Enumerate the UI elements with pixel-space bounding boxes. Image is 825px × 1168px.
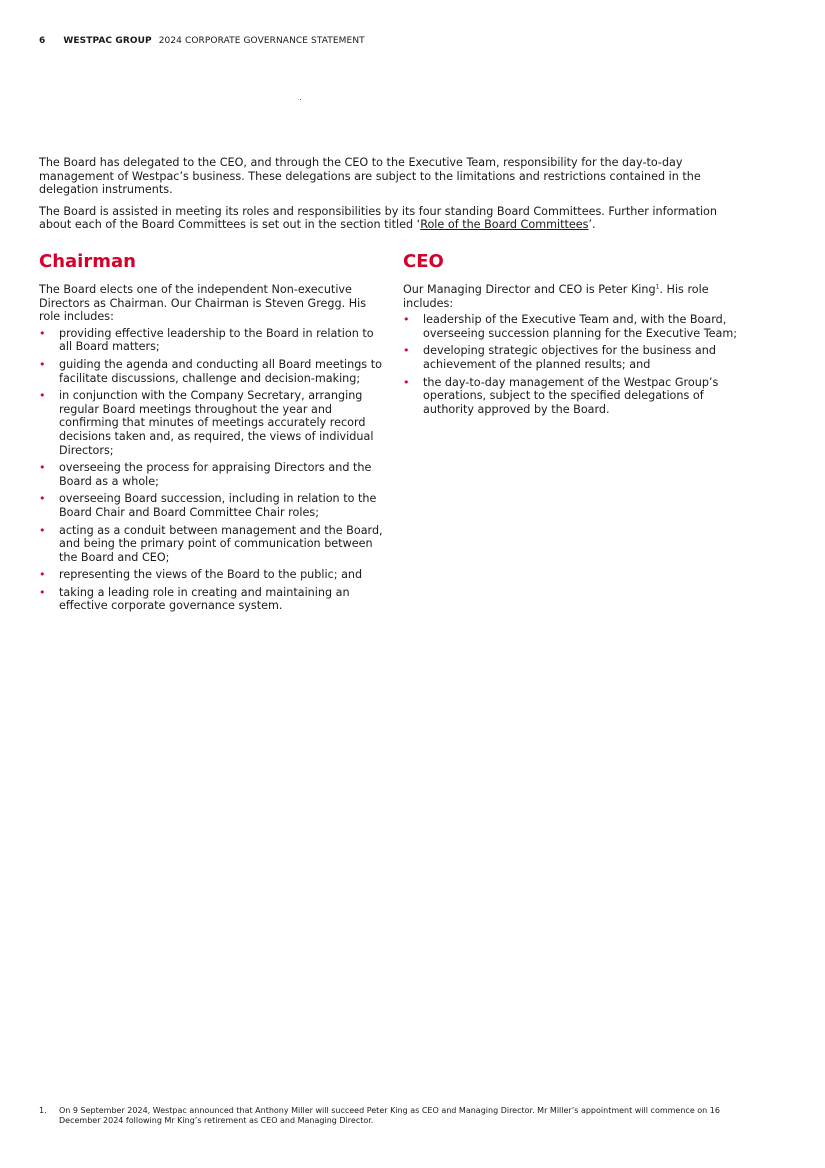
ceo-heading: CEO <box>403 251 444 272</box>
list-item <box>403 313 743 340</box>
list-item-text: providing effective leadership to the Board in relation to all Board matters; <box>59 326 374 354</box>
intro-section <box>39 156 751 240</box>
list-item-text: overseeing the process for appraising Directors and the Board as a whole; <box>59 461 372 488</box>
list-item-text: representing the views of the Board to the public; and <box>59 568 363 582</box>
bullet-dot-icon: • <box>39 585 46 599</box>
list-item <box>39 492 389 519</box>
bullet-dot-icon: • <box>39 523 46 537</box>
intro-paragraph-delegation: The Board has delegated to the CEO, and through the CEO to the Executive Team, responsibility for the day-to-day management of Westpac’s business. These delegations are subject to the limitations and restrictions contained in the delegation instruments. <box>39 156 701 197</box>
list-item-text: developing strategic objectives for the business and achievement of the planned results; and <box>423 344 716 371</box>
chairman-section <box>39 251 389 617</box>
list-item <box>39 327 389 354</box>
footnote <box>39 1106 739 1126</box>
list-item <box>39 586 389 613</box>
list-item-text: acting as a conduit between management and the Board, and being the primary point of communication between the Board and CEO; <box>59 523 383 564</box>
list-item-text: taking a leading role in creating and maintaining an effective corporate governance system. <box>59 585 350 613</box>
list-item <box>403 376 743 417</box>
list-item-text: in conjunction with the Company Secretary, arranging regular Board meetings throughout the year and confirming that minutes of meetings accurately record decisions taken and, as required, the views of individual Directors; <box>59 389 374 457</box>
footnote-reference[interactable]: 1 <box>655 283 660 291</box>
list-item <box>39 524 389 565</box>
bullet-dot-icon: • <box>403 375 410 389</box>
page-number: 6 <box>39 36 46 46</box>
footnote-number: 1. <box>39 1106 47 1115</box>
bullet-dot-icon: • <box>403 313 410 327</box>
list-item-text: guiding the agenda and conducting all Board meetings to facilitate discussions, challenge and decision-making; <box>59 357 382 385</box>
bullet-dot-icon: • <box>39 461 46 475</box>
bullet-dot-icon: • <box>39 389 46 403</box>
list-item <box>39 461 389 488</box>
chairman-role-list <box>39 327 389 613</box>
bullet-dot-icon: • <box>39 568 46 582</box>
list-item <box>39 568 389 582</box>
intro-text-end: ’. <box>588 218 596 232</box>
bullet-dot-icon: • <box>403 344 410 358</box>
list-item <box>403 344 743 371</box>
ceo-section <box>403 251 743 420</box>
list-item-text: the day-to-day management of the Westpac Group’s operations, subject to the specified delegations of authority approved by the Board. <box>423 375 719 416</box>
ceo-role-list <box>403 313 743 416</box>
ceo-intro <box>403 283 743 310</box>
intro-paragraph-committees <box>39 205 751 232</box>
list-item <box>39 358 389 385</box>
board-committees-link[interactable]: Role of the Board Committees <box>420 218 589 232</box>
bullet-dot-icon: • <box>39 357 46 371</box>
intro-text: The Board is assisted in meeting its roles and responsibilities by its four standing Board Committees. Further information about each of the Board Committees is set out in the section titled ‘ <box>39 204 717 232</box>
brand-name: WESTPAC GROUP <box>63 36 152 46</box>
list-item <box>39 389 389 457</box>
page-header <box>39 36 365 46</box>
list-item-text: leadership of the Executive Team and, with the Board, overseeing succession planning for the Executive Team; <box>423 313 738 340</box>
document-title: 2024 CORPORATE GOVERNANCE STATEMENT <box>158 36 365 46</box>
chairman-heading: Chairman <box>39 251 136 272</box>
ceo-intro-text: Our Managing Director and CEO is Peter King <box>403 283 656 296</box>
list-item-text: overseeing Board succession, including in relation to the Board Chair and Board Committee Chair roles; <box>59 492 377 519</box>
chairman-intro: The Board elects one of the independent Non-executive Directors as Chairman. Our Chairman is Steven Gregg. His role includes: <box>39 283 367 324</box>
bullet-dot-icon: • <box>39 326 46 340</box>
scan-speck <box>300 99 301 100</box>
footnote-text: On 9 September 2024, Westpac announced that Anthony Miller will succeed Peter King as CEO and Managing Director. Mr Miller’s appointment will commence on 16 December 2024 following Mr King’s retirement as CEO and Managing Director. <box>59 1106 720 1125</box>
bullet-dot-icon: • <box>39 492 46 506</box>
ceo-intro-text-end: . His role includes: <box>403 283 709 310</box>
